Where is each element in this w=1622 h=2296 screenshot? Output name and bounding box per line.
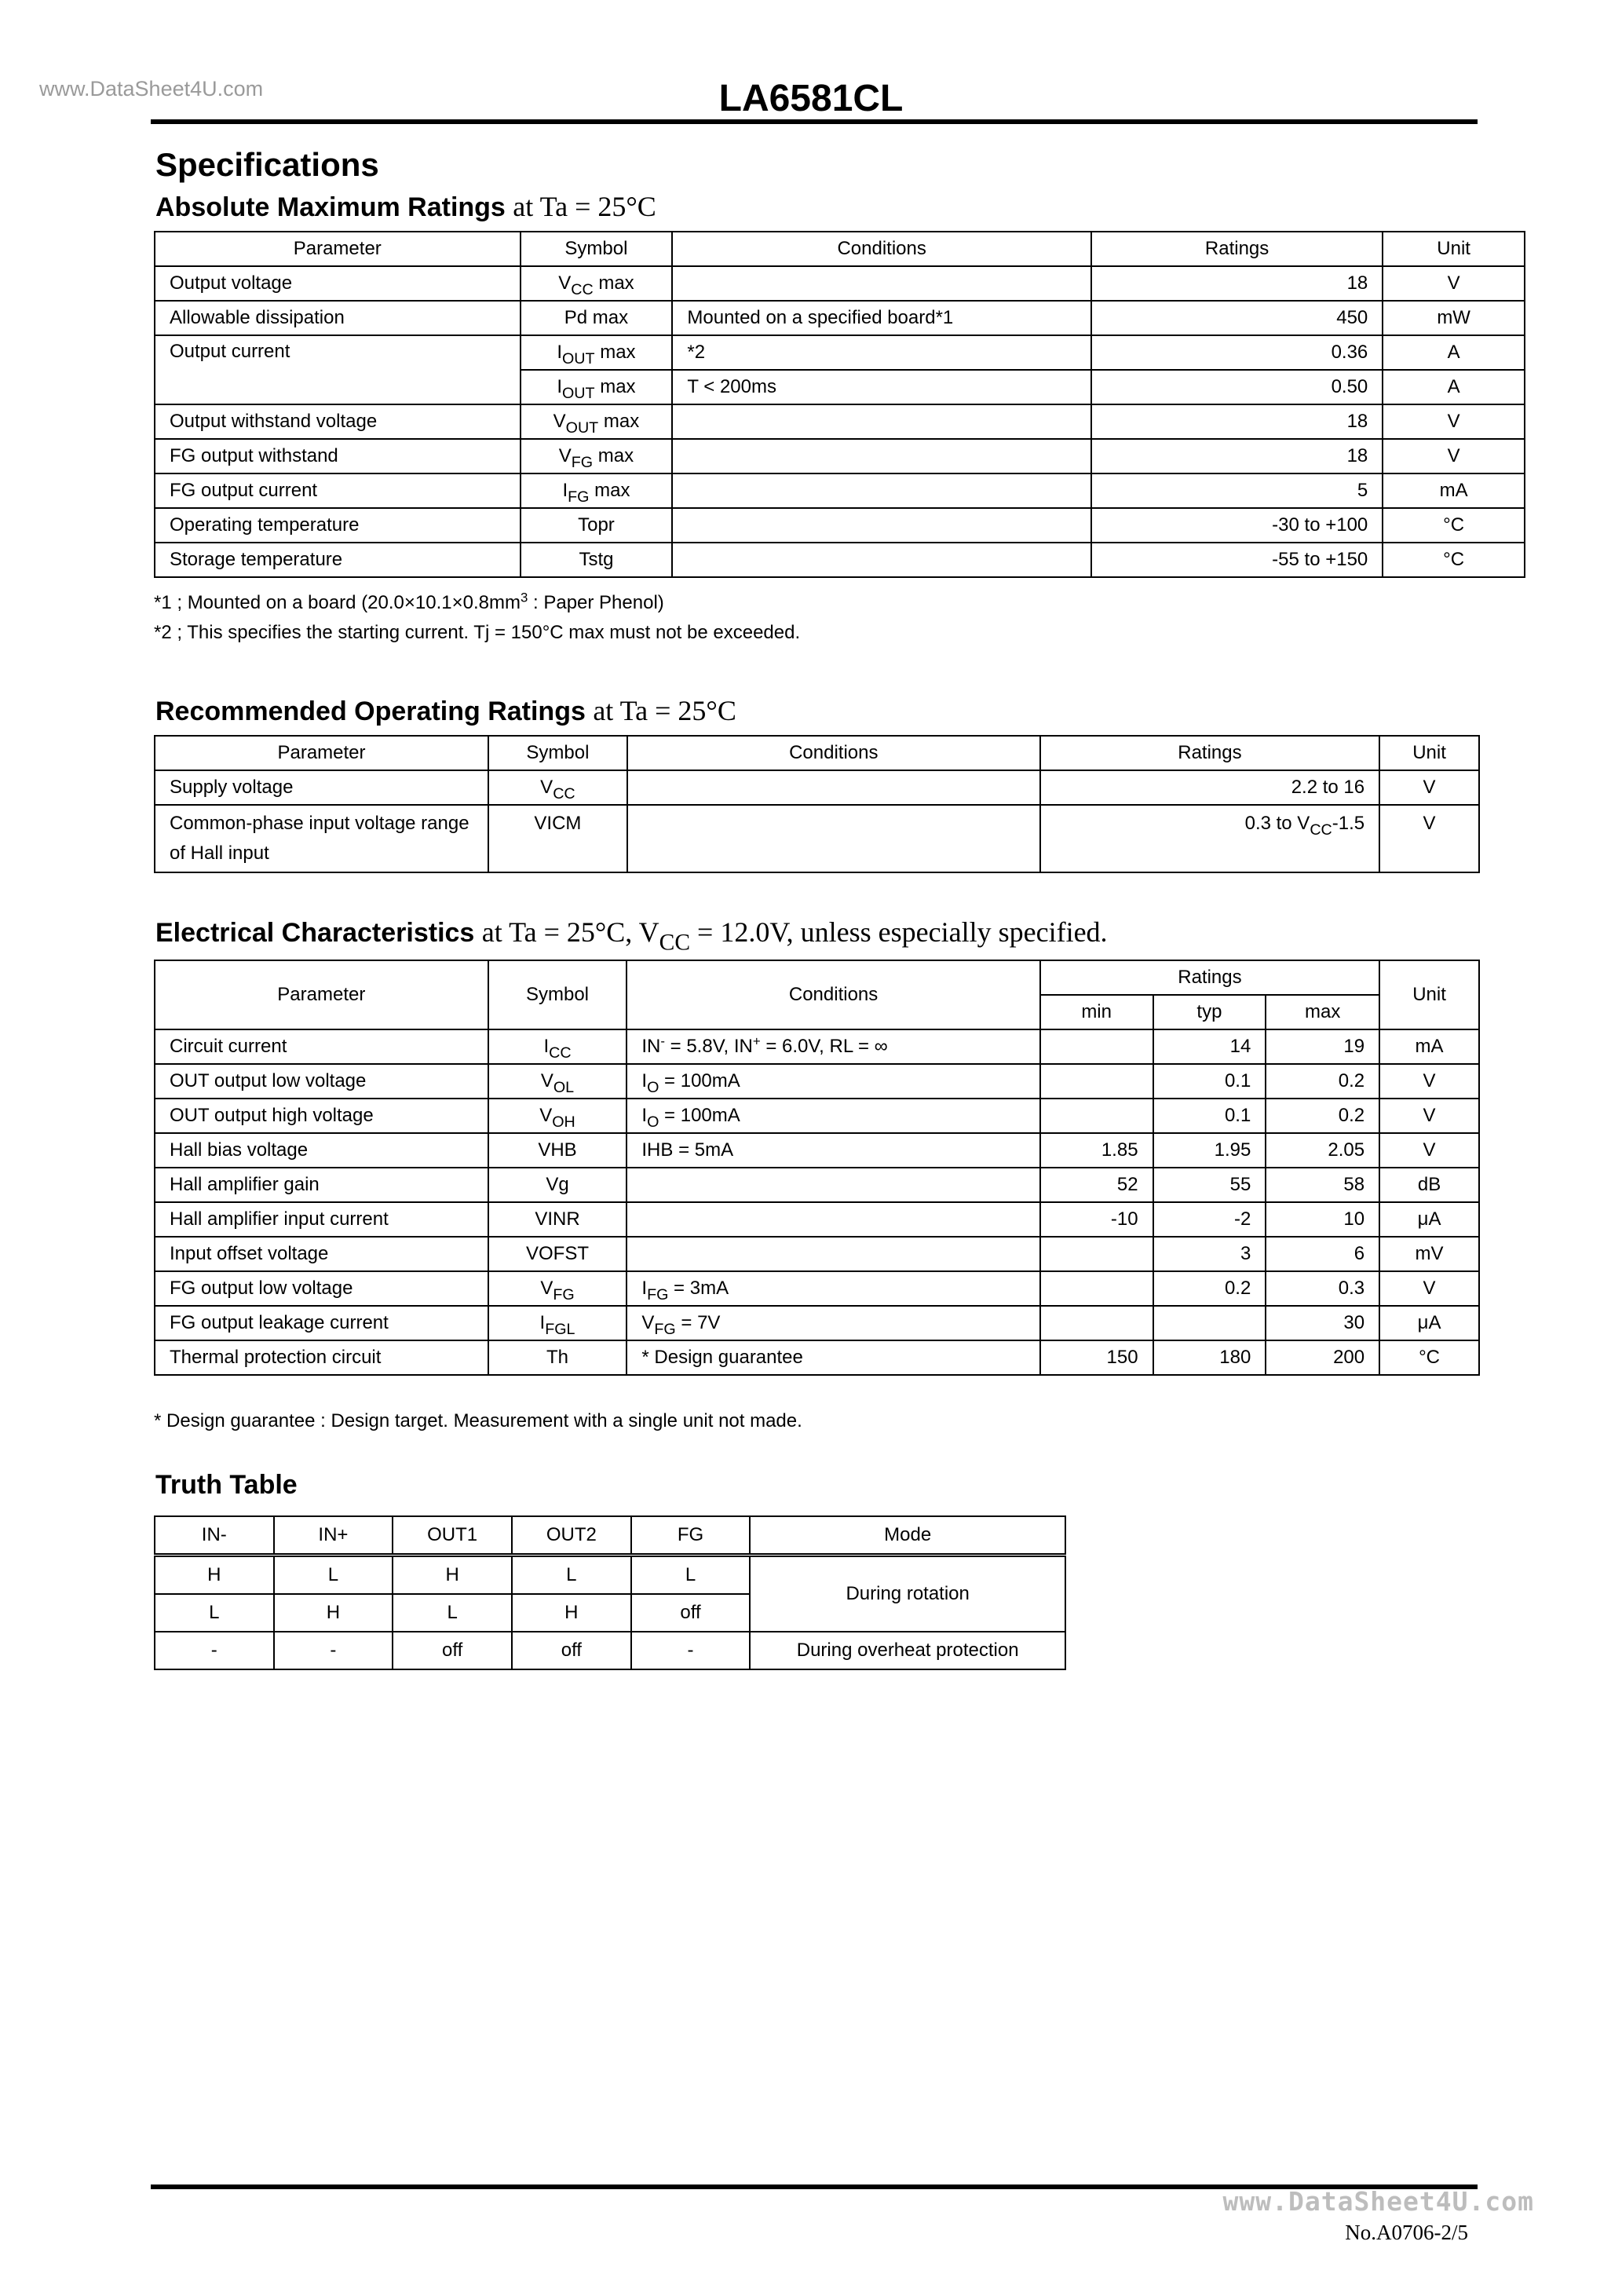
min-cell [1040,1306,1153,1340]
min-cell [1040,1029,1153,1064]
unit-cell: mW [1383,301,1525,335]
header-cell: Mode [750,1516,1065,1556]
conditions-cell: Mounted on a specified board*1 [672,301,1091,335]
param-cell: Storage temperature [155,543,521,577]
min-cell: -10 [1040,1202,1153,1237]
unit-cell: A [1383,335,1525,370]
mode-cell: During rotation [750,1556,1065,1632]
header-cell: Ratings [1091,232,1383,266]
min-cell [1040,1099,1153,1133]
max-cell: 58 [1266,1168,1379,1202]
elec-table [154,960,1480,1376]
unit-cell: V [1379,1099,1479,1133]
unit-cell: V [1383,266,1525,301]
unit-cell: mA [1379,1029,1479,1064]
elec-title: Electrical Characteristics [155,918,475,948]
max-cell: 200 [1266,1340,1379,1375]
typ-cell: 55 [1153,1168,1266,1202]
table-row [155,1064,1479,1099]
typ-cell: 0.1 [1153,1064,1266,1099]
rec-op-heading [155,694,736,727]
max-cell: 10 [1266,1202,1379,1237]
table-row [155,1168,1479,1202]
truth-cell: - [155,1632,274,1669]
elec-note: * Design guarantee : Design target. Measurement with a single unit not made. [154,1410,802,1431]
table-row [155,1556,1065,1595]
rating-cell: 5 [1091,473,1383,508]
table-row [155,301,1525,335]
conditions-cell: $I_{FG} = 3mA$ [627,1271,1039,1306]
param-cell: Hall bias voltage [155,1133,488,1168]
header-cell: Conditions [627,736,1040,770]
param-cell: FG output withstand [155,439,521,473]
unit-cell: V [1379,805,1479,872]
elec-condition: at Ta = 25°C, $V_{CC} = 12.0V$, unless especially specified. [481,916,1108,956]
document-number: No.A0706-2/5 [1345,2221,1468,2244]
min-cell [1040,1271,1153,1306]
symbol-cell: Pd max [521,301,673,335]
min-cell [1040,1237,1153,1271]
header-cell: IN+ [274,1516,393,1556]
conditions-cell [672,404,1091,439]
abs-max-note-1: *1 ; Mounted on a board ($20.0\times 10.1\times 0.8mm^3$ : Paper Phenol) [154,590,664,613]
unit-cell: °C [1379,1340,1479,1375]
rec-op-title: Recommended Operating Ratings [155,696,586,726]
param-cell: Supply voltage [155,770,488,805]
max-cell: 0.2 [1266,1099,1379,1133]
unit-cell: V [1379,1271,1479,1306]
header-cell: FG [631,1516,751,1556]
header-cell: Parameter [155,232,521,266]
header-cell: Parameter [155,960,488,1029]
max-cell: 19 [1266,1029,1379,1064]
typ-cell: 0.1 [1153,1099,1266,1133]
symbol-cell: $I_{CC}$ [488,1029,627,1064]
unit-cell: μA [1379,1306,1479,1340]
typ-cell [1153,1306,1266,1340]
symbol-cell: VHB [488,1133,627,1168]
table-row [155,1632,1065,1669]
table-row [155,335,1525,370]
conditions-cell: IN- = 5.8V, IN+ = 6.0V, RL = ∞ [627,1029,1039,1064]
abs-max-note-2: *2 ; This specifies the starting current. Tj = 150°C max must not be exceeded. [154,622,801,643]
header-cell: typ [1153,995,1266,1029]
symbol-cell: $V_{CC}$ max [521,266,673,301]
conditions-cell [672,473,1091,508]
typ-cell: 14 [1153,1029,1266,1064]
table-header-row [155,960,1479,995]
table-row [155,770,1479,805]
unit-cell: dB [1379,1168,1479,1202]
header-cell: Symbol [488,960,627,1029]
param-cell: OUT output low voltage [155,1064,488,1099]
watermark-bottom: www.DataSheet4U.com [1222,2186,1534,2217]
rec-op-table [154,735,1480,873]
param-cell: Circuit current [155,1029,488,1064]
symbol-cell: $V_{FG}$ [488,1271,627,1306]
rating-cell: 0.50 [1091,370,1383,404]
rating-cell: 2.2 to 16 [1040,770,1379,805]
truth-cell: H [274,1594,393,1632]
symbol-cell: VICM [488,805,627,872]
rating-cell: -55 to +150 [1091,543,1383,577]
table-row [155,1099,1479,1133]
symbol-cell: Th [488,1340,627,1375]
conditions-cell: *2 [672,335,1091,370]
typ-cell: -2 [1153,1202,1266,1237]
symbol-cell: Topr [521,508,673,543]
symbol-cell: $V_{OL}$ [488,1064,627,1099]
header-cell: Unit [1383,232,1525,266]
unit-cell: °C [1383,543,1525,577]
header-cell: Ratings [1040,960,1379,995]
truth-cell: H [512,1594,631,1632]
table-row [155,1202,1479,1237]
abs-max-title: Absolute Maximum Ratings [155,192,506,222]
param-cell: FG output leakage current [155,1306,488,1340]
header-cell: Unit [1379,960,1479,1029]
rating-cell: 450 [1091,301,1383,335]
truth-cell: off [393,1632,512,1669]
symbol-cell: $I_{OUT}$ max [521,370,673,404]
conditions-cell: IHB = 5mA [627,1133,1039,1168]
header-cell: Ratings [1040,736,1379,770]
truth-cell: - [274,1632,393,1669]
symbol-cell: $I_{OUT}$ max [521,335,673,370]
abs-max-heading [155,190,656,223]
header-cell: Conditions [672,232,1091,266]
param-cell: Output voltage [155,266,521,301]
header-cell: min [1040,995,1153,1029]
conditions-cell [627,770,1040,805]
table-header-row [155,232,1525,266]
truth-cell: - [631,1632,751,1669]
elec-heading [155,916,1108,956]
header-cell: IN- [155,1516,274,1556]
typ-cell: 180 [1153,1340,1266,1375]
conditions-cell [627,805,1040,872]
table-header-row [155,1516,1065,1556]
table-row [155,1306,1479,1340]
symbol-cell: $V_{CC}$ [488,770,627,805]
param-cell: Allowable dissipation [155,301,521,335]
top-rule [151,119,1478,124]
truth-cell: off [631,1594,751,1632]
max-cell: 30 [1266,1306,1379,1340]
truth-cell: L [155,1594,274,1632]
header-cell: Parameter [155,736,488,770]
unit-cell: V [1383,439,1525,473]
min-cell: 52 [1040,1168,1153,1202]
rating-cell: 18 [1091,439,1383,473]
specifications-heading: Specifications [155,146,379,183]
table-row [155,1340,1479,1375]
typ-cell: 0.2 [1153,1271,1266,1306]
mode-cell: During overheat protection [750,1632,1065,1669]
rating-cell: 18 [1091,404,1383,439]
truth-cell: H [393,1556,512,1595]
param-cell: Hall amplifier input current [155,1202,488,1237]
truth-cell: L [274,1556,393,1595]
conditions-cell: $I_O = 100mA$ [627,1064,1039,1099]
abs-max-condition: at Ta = 25°C [513,191,656,222]
abs-max-table [154,231,1525,578]
unit-cell: A [1383,370,1525,404]
rating-cell: 0.36 [1091,335,1383,370]
truth-cell: L [512,1556,631,1595]
typ-cell: 1.95 [1153,1133,1266,1168]
conditions-cell [627,1237,1039,1271]
table-row [155,543,1525,577]
symbol-cell: VINR [488,1202,627,1237]
truth-table [154,1515,1066,1670]
conditions-cell [672,266,1091,301]
param-cell: OUT output high voltage [155,1099,488,1133]
truth-cell: off [512,1632,631,1669]
min-cell [1040,1064,1153,1099]
param-cell: Thermal protection circuit [155,1340,488,1375]
symbol-cell: Tstg [521,543,673,577]
param-cell: Operating temperature [155,508,521,543]
truth-cell: H [155,1556,274,1595]
watermark-top: www.DataSheet4U.com [39,77,264,101]
table-row [155,508,1525,543]
truth-table-heading: Truth Table [155,1470,298,1500]
conditions-cell: $V_{FG} = 7V$ [627,1306,1039,1340]
typ-cell: 3 [1153,1237,1266,1271]
table-row [155,439,1525,473]
unit-cell: V [1379,1133,1479,1168]
unit-cell: μA [1379,1202,1479,1237]
max-cell: 0.3 [1266,1271,1379,1306]
symbol-cell: Vg [488,1168,627,1202]
table-row [155,1271,1479,1306]
unit-cell: V [1379,1064,1479,1099]
table-row [155,266,1525,301]
header-cell: Symbol [488,736,627,770]
unit-cell: mA [1383,473,1525,508]
max-cell: 2.05 [1266,1133,1379,1168]
table-row [155,404,1525,439]
max-cell: 6 [1266,1237,1379,1271]
param-cell: FG output low voltage [155,1271,488,1306]
rating-cell: -30 to +100 [1091,508,1383,543]
header-cell: Unit [1379,736,1479,770]
rating-cell: 0.3 to $V_{CC}-1.5$ [1040,805,1379,872]
param-cell: FG output current [155,473,521,508]
unit-cell: V [1383,404,1525,439]
conditions-cell: * Design guarantee [627,1340,1039,1375]
param-cell: Output current [155,335,521,404]
conditions-cell [627,1168,1039,1202]
min-cell: 1.85 [1040,1133,1153,1168]
unit-cell: °C [1383,508,1525,543]
conditions-cell: T < 200ms [672,370,1091,404]
symbol-cell: $I_{FGL}$ [488,1306,627,1340]
header-cell: OUT1 [393,1516,512,1556]
truth-cell: L [393,1594,512,1632]
rating-cell: 18 [1091,266,1383,301]
unit-cell: V [1379,770,1479,805]
symbol-cell: $V_{OUT}$ max [521,404,673,439]
conditions-cell [672,508,1091,543]
symbol-cell: $I_{FG}$ max [521,473,673,508]
param-cell: Output withstand voltage [155,404,521,439]
param-cell: Hall amplifier gain [155,1168,488,1202]
table-row [155,473,1525,508]
table-header-row [155,736,1479,770]
table-row [155,1133,1479,1168]
conditions-cell [672,439,1091,473]
conditions-cell [627,1202,1039,1237]
unit-cell: mV [1379,1237,1479,1271]
symbol-cell: $V_{OH}$ [488,1099,627,1133]
table-row [155,1029,1479,1064]
conditions-cell: $I_O = 100mA$ [627,1099,1039,1133]
symbol-cell: VOFST [488,1237,627,1271]
conditions-cell [672,543,1091,577]
rec-op-condition: at Ta = 25°C [593,695,736,726]
symbol-cell: $V_{FG}$ max [521,439,673,473]
header-cell: OUT2 [512,1516,631,1556]
table-row [155,805,1479,872]
header-cell: max [1266,995,1379,1029]
table-row [155,1237,1479,1271]
header-cell: Symbol [521,232,673,266]
max-cell: 0.2 [1266,1064,1379,1099]
header-cell: Conditions [627,960,1039,1029]
param-cell: Common-phase input voltage range of Hall input [155,805,488,872]
truth-cell: L [631,1556,751,1595]
param-cell: Input offset voltage [155,1237,488,1271]
min-cell: 150 [1040,1340,1153,1375]
page-title: LA6581CL [718,78,904,119]
